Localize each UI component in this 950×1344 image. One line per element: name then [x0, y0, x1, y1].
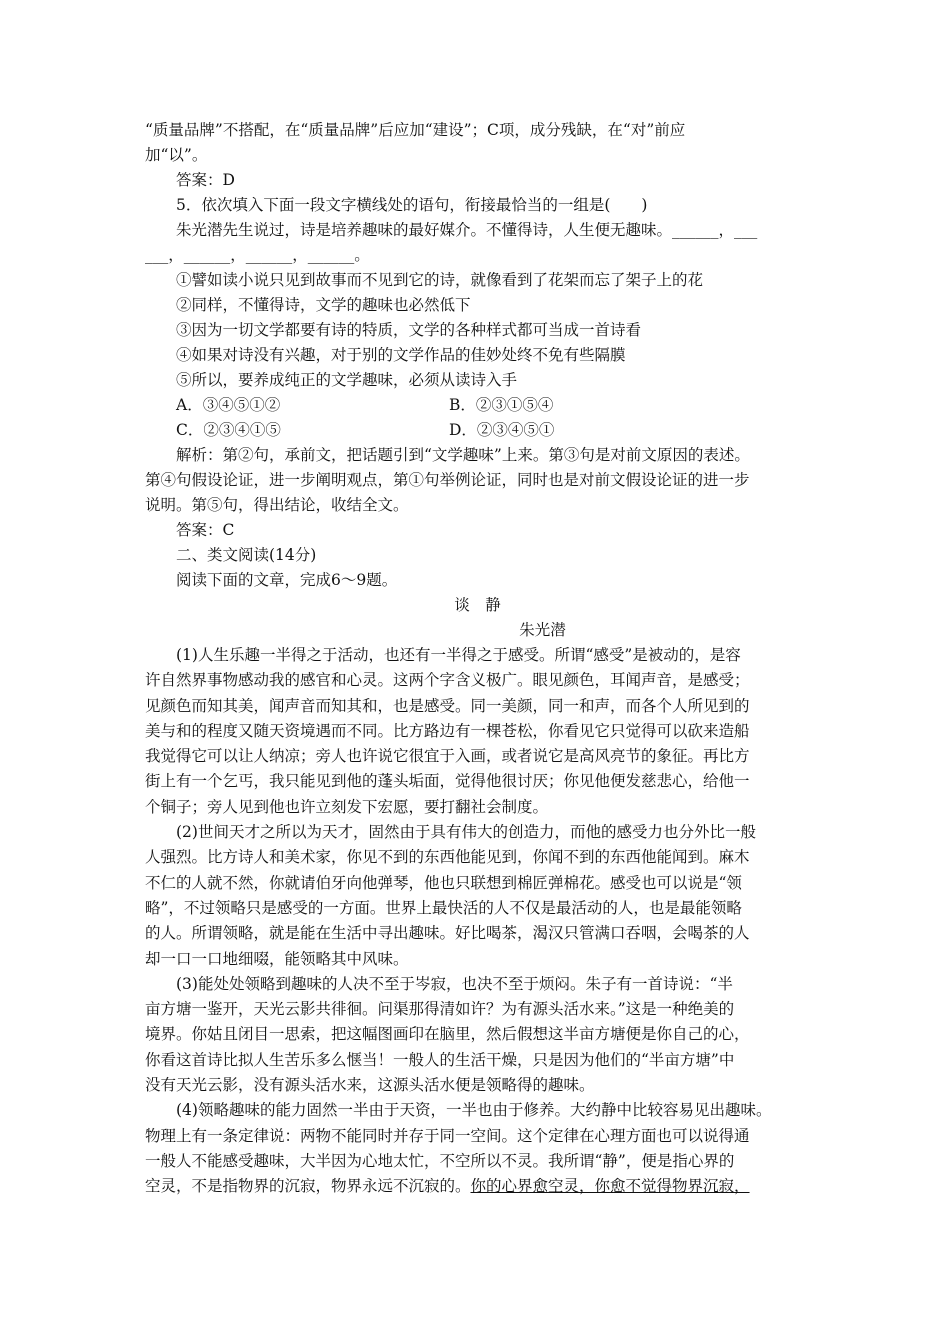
- article-line: (4)领略趣味的能力固然一半由于天资，一半也由于修养。大约静中比较容易见出趣味。: [176, 1101, 772, 1120]
- article-line: 街上有一个乞丐，我只能见到他的蓬头垢面，觉得他很讨厌；你见他便发慈悲心，给他一: [145, 772, 750, 791]
- article-line: 人强烈。比方诗人和美术家，你见不到的东西他能见到，你闻不到的东西他能闻到。麻木: [145, 848, 750, 867]
- article-line: (1)人生乐趣一半得之于活动，也还有一半得之于感受。所谓“感受”是被动的，是容: [176, 646, 741, 664]
- article-line: 境界。你姑且闭目一思索，把这幅图画印在脑里，然后假想这半亩方塘便是你自己的心，: [145, 1025, 750, 1044]
- document-page: [145, 118, 810, 1200]
- article-line: 的人。所谓领略，就是能在生活中寻出趣味。好比喝茶，渴汉只管满口吞咽，会喝茶的人: [145, 924, 750, 943]
- article-line: (2)世间天才之所以为天才，固然由于具有伟大的创造力，而他的感受力也分外比一般: [176, 823, 756, 842]
- explanation: 第④句假设论证，进一步阐明观点，第①句举例论证，同时也是对前文假设论证的进一步: [145, 471, 750, 489]
- answer-4: 答案：D: [176, 171, 235, 189]
- article-title: 谈 静: [454, 596, 501, 614]
- explanation: 说明。第⑤句，得出结论，收结全文。: [145, 496, 409, 514]
- article-text: 空灵，不是指物界的沉寂，物界永远不沉寂的。: [145, 1177, 471, 1196]
- article-line: 见颜色而知其美，闻声音而知其和，也是感受。同一美颜，同一和声，而各个人所见到的: [145, 696, 750, 715]
- article-line: 物理上有一条定律说：两物不能同时并存于同一空间。这个定律在心理方面也可以说得通: [145, 1126, 750, 1145]
- options-row: [145, 418, 810, 443]
- explanation: 解析：第②句，承前文，把话题引到“文学趣味”上来。第③句是对前文原因的表述。: [176, 446, 750, 464]
- article-line: 不仁的人就不然，你就请伯牙向他弹琴，他也只联想到棉匠弹棉花。感受也可以说是“领: [145, 873, 742, 892]
- option-d: D．②③④⑤①: [449, 421, 555, 439]
- article-line: 没有天光云影，没有源头活水来，这源头活水便是领略得的趣味。: [145, 1076, 595, 1095]
- option-b: B．②③①⑤④: [449, 396, 554, 414]
- sentence-5: ⑤所以，要养成纯正的文学趣味，必须从读诗入手: [176, 371, 518, 389]
- article-author: 朱光潜: [519, 621, 566, 639]
- article-line: 略”，不过领略只是感受的一方面。世界上最快活的人不仅是最活动的人，也是最能领略: [145, 898, 742, 917]
- underlined-text: 你的心界愈空灵，你愈不觉得物界沉寂，: [470, 1177, 750, 1196]
- article-line: 许自然界事物感动我的感官和心灵。这两个字含义极广。眼见颜色，耳闻声音，是感受；: [145, 671, 750, 690]
- article-line: 我觉得它可以让人纳凉；旁人也许说它很宜于入画，或者说它是高风亮节的象征。再比方: [145, 747, 750, 766]
- instruction: 阅读下面的文章，完成6～9题。: [176, 571, 398, 589]
- article-line: 却一口一口地细啜，能领略其中风味。: [145, 949, 409, 968]
- text-line: “质量品牌”不搭配，在“质量品牌”后应加“建设”；C项，成分残缺，在“对”前应: [145, 121, 686, 139]
- article-line: 美与和的程度又随天资境遇而不同。比方路边有一棵苍松，你看见它只觉得可以砍来造船: [145, 721, 750, 740]
- article-line: [145, 1174, 810, 1199]
- section-heading: 二、类文阅读(14分): [176, 546, 317, 564]
- article-line: 你看这首诗比拟人生苦乐多么惬当！一般人的生活干燥，只是因为他们的“半亩方塘”中: [145, 1050, 735, 1069]
- question-5-text: ___，______，______，______。: [145, 246, 370, 264]
- sentence-4: ④如果对诗没有兴趣，对于别的文学作品的佳妙处终不免有些隔膜: [176, 346, 626, 364]
- sentence-3: ③因为一切文学都要有诗的特质，文学的各种样式都可当成一首诗看: [176, 321, 642, 339]
- answer-5: 答案：C: [176, 521, 235, 539]
- question-5: 5．依次填入下面一段文字横线处的语句，衔接最恰当的一组是( ): [176, 196, 648, 214]
- text-line: 加“以”。: [145, 146, 208, 164]
- sentence-1: ①譬如读小说只见到故事而不见到它的诗，就像看到了花架而忘了架子上的花: [176, 271, 704, 289]
- option-a: A．③④⑤①②: [176, 396, 281, 414]
- question-5-text: 朱光潜先生说过，诗是培养趣味的最好媒介。不懂得诗，人生便无趣味。______，___: [176, 221, 758, 239]
- article-body: [145, 643, 810, 1200]
- options-row: [145, 393, 810, 418]
- article-line: 个铜子；旁人见到他也许立刻发下宏愿，要打翻社会制度。: [145, 797, 549, 816]
- option-c: C．②③④①⑤: [176, 421, 281, 439]
- article-line: 一般人不能感受趣味，大半因为心地太忙，不空所以不灵。我所谓“静”，便是指心界的: [145, 1151, 735, 1170]
- article-line: 亩方塘一鉴开，天光云影共徘徊。问渠那得清如许？为有源头活水来。”这是一种绝美的: [145, 1000, 735, 1019]
- article-line: (3)能处处领略到趣味的人决不至于岑寂，也决不至于烦闷。朱子有一首诗说：“半: [176, 974, 733, 993]
- sentence-2: ②同样，不懂得诗，文学的趣味也必然低下: [176, 296, 471, 314]
